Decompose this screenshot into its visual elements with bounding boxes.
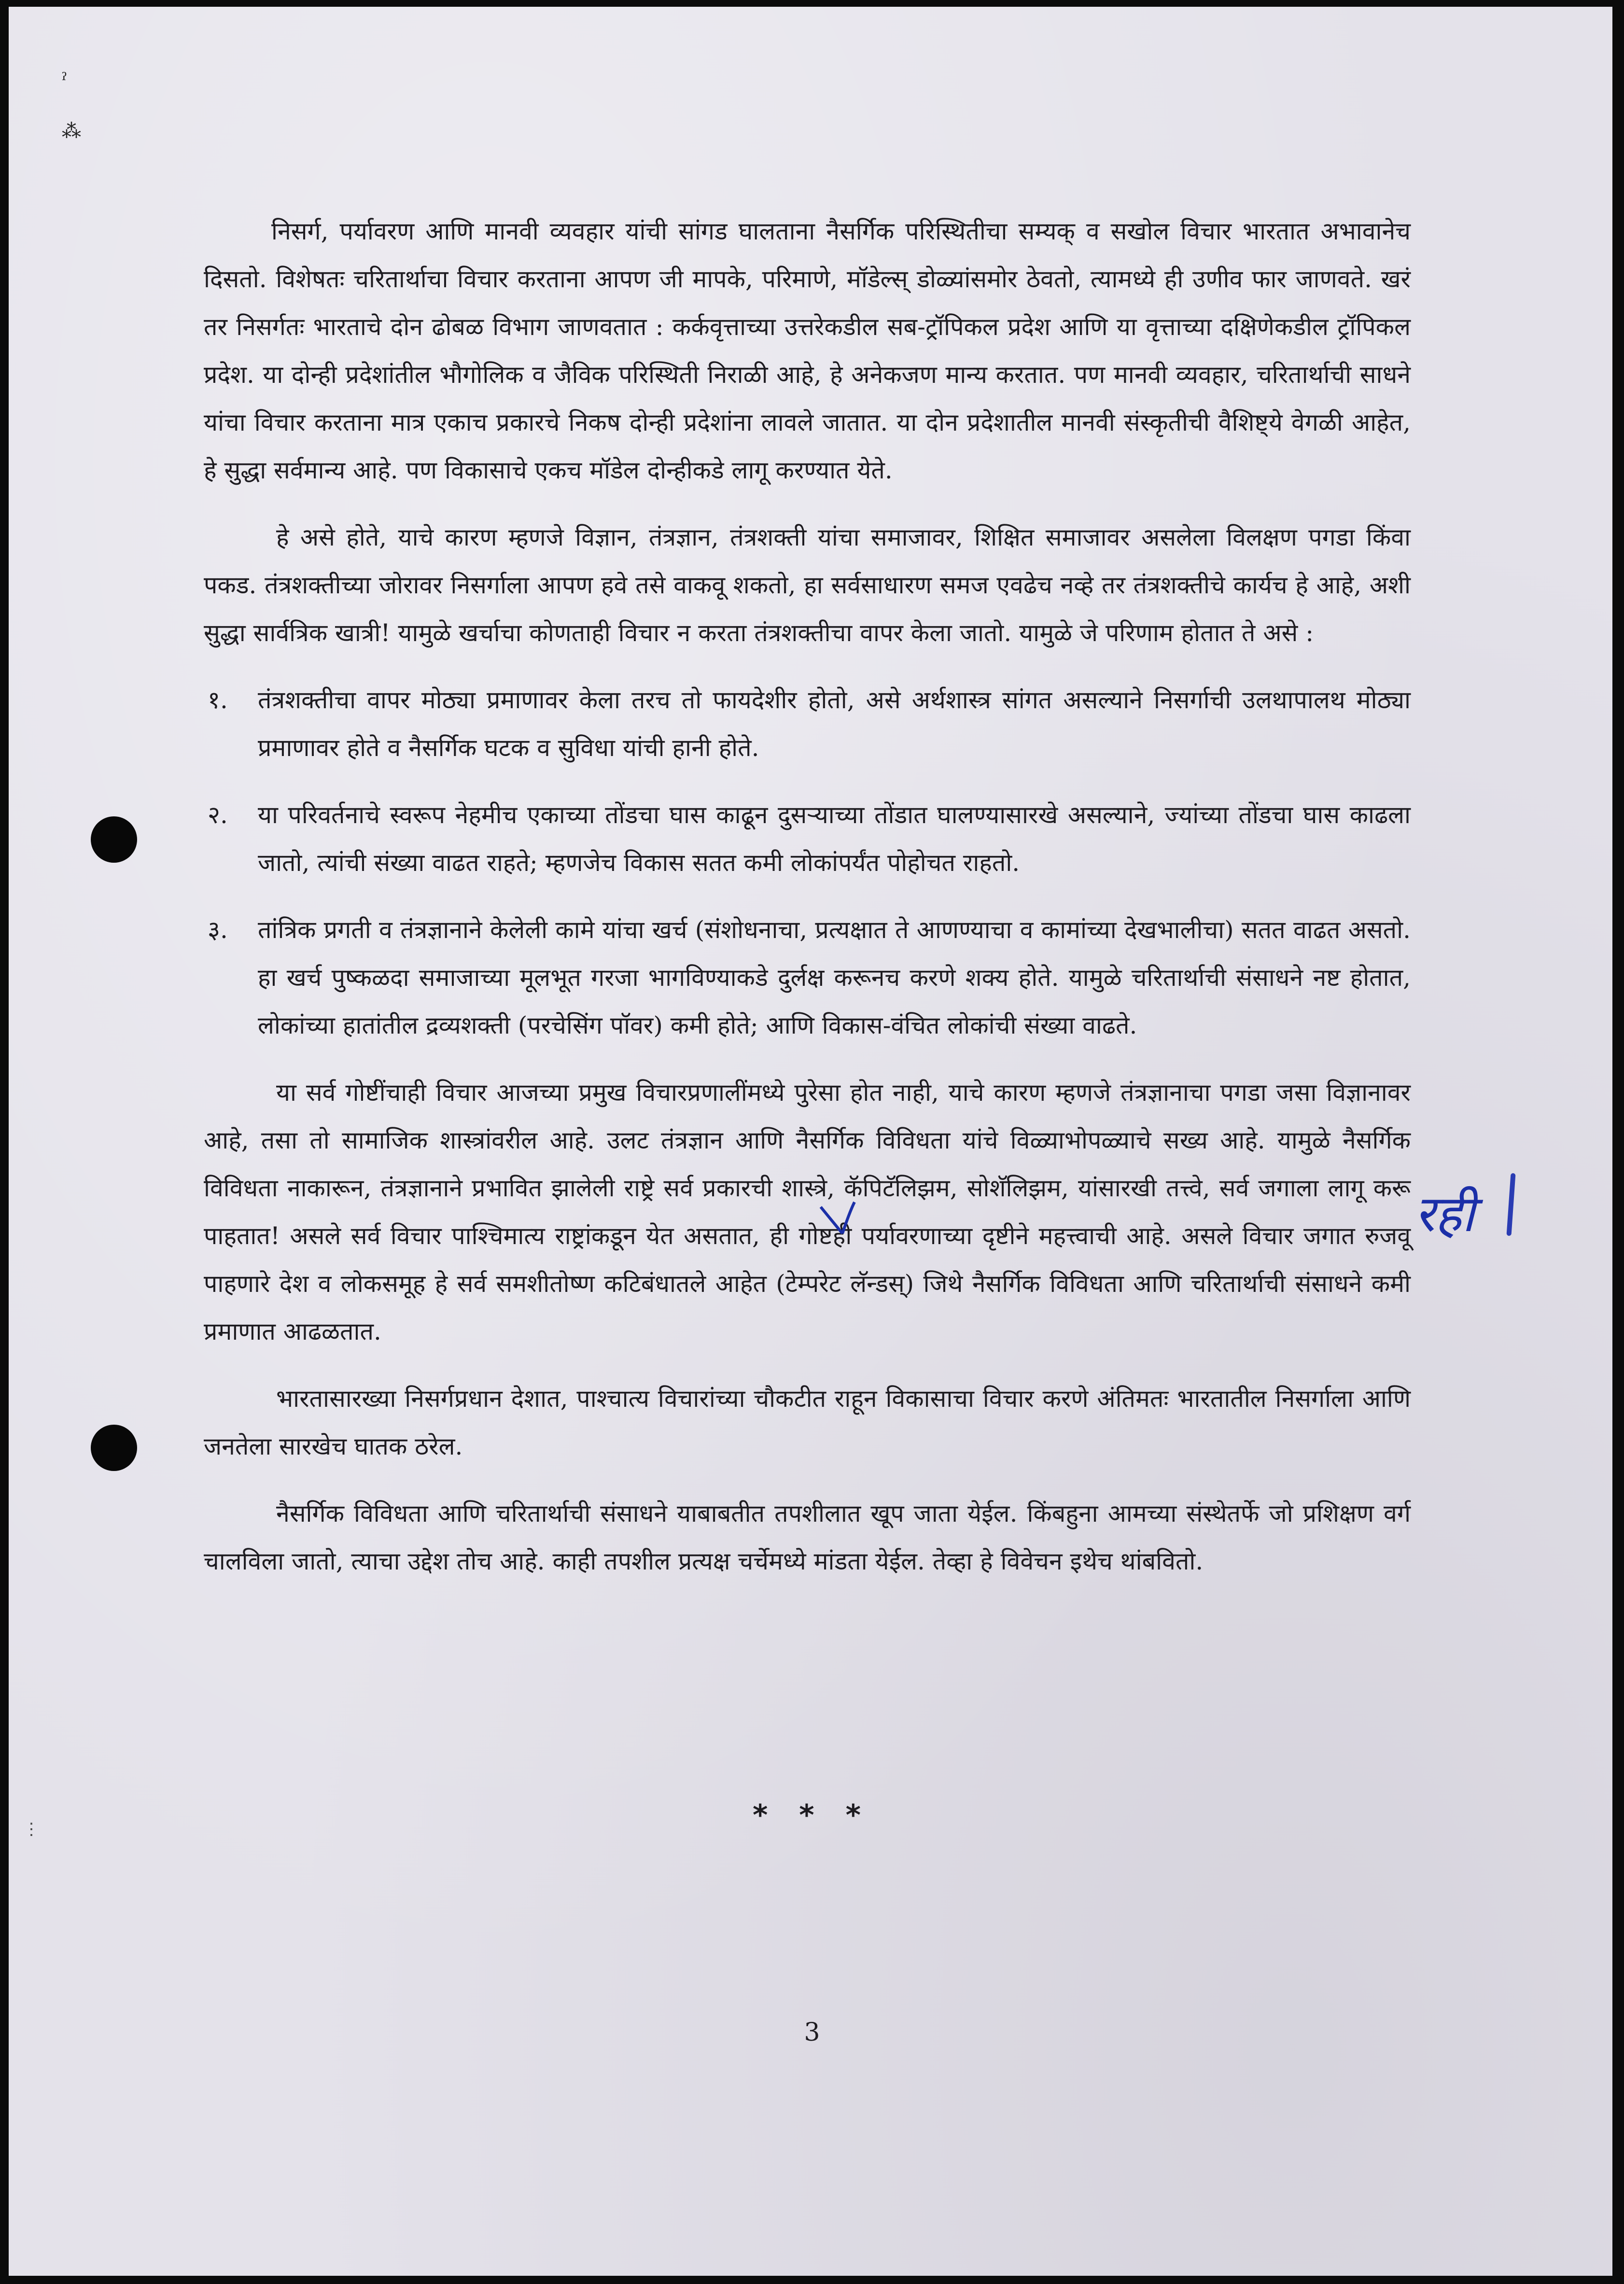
list-text: तंत्रशक्तीचा वापर मोठ्या प्रमाणावर केला तरच तो फायदेशीर होतो, असे अर्थशास्त्र सांगत असल्याने निसर्गाची उलथापालथ मोठ्या प्रमाणावर होते व नैसर्गिक घटक व सुविधा यांची हानी होते. xyxy=(258,686,1411,762)
document-body xyxy=(204,208,1411,1585)
list-item xyxy=(204,791,1411,887)
paragraph: निसर्ग, पर्यावरण आणि मानवी व्यवहार यांची सांगड घालताना नैसर्गिक परिस्थितीचा सम्यक् व सखोल विचार भारतात अभावानेच दिसतो. विशेषतः चरितार्थाचा विचार करताना आपण जी मापके, परिमाणे, मॉडेल्स् डोळ्यांसमोर ठेवतो, त्यामध्ये ही उणीव फार जाणवते. खरं तर निसर्गतः भारताचे दोन ढोबळ विभाग जाणवतात : कर्कवृत्ताच्या उत्तरेकडील सब-ट्रॉपिकल प्रदेश आणि या वृत्ताच्या दक्षिणेकडील ट्रॉपिकल प्रदेश. या दोन्ही प्रदेशांतील भौगोलिक व जैविक परिस्थिती निराळी आहे, हे अनेकजण मान्य करतात. पण मानवी व्यवहार, चरितार्थाची साधने यांचा विचार करताना मात्र एकाच प्रकारचे निकष दोन्ही प्रदेशांना लावले जातात. या दोन प्रदेशातील मानवी संस्कृतीची वैशिष्ट्ये वेगळी आहेत, हे सुद्धा सर्वमान्य आहे. पण विकासाचे एकच मॉडेल दोन्हीकडे लागू करण्यात येते. xyxy=(204,217,1411,484)
punch-hole xyxy=(91,816,137,863)
list-item xyxy=(204,676,1411,772)
list-text: तांत्रिक प्रगती व तंत्रज्ञानाने केलेली कामे यांचा खर्च (संशोधनाचा, प्रत्यक्षात ते आणण्याचा व कामांच्या देखभालीचा) सतत वाढत असतो. हा खर्च पुष्कळदा समाजाच्या मूलभूत गरजा भागविण्याकडे दुर्लक्ष करूनच करणे शक्य होते. यामुळे चरितार्थाची संसाधने नष्ट होतात, लोकांच्या हातांतील द्रव्यशक्ती (परचेसिंग पॉवर) कमी होते; आणि विकास-वंचित लोकांची संख्या वाढते. xyxy=(258,916,1411,1039)
edge-mark: ⋮ xyxy=(23,1820,40,1839)
paragraph: भारतासारख्या निसर्गप्रधान देशात, पाश्चात्य विचारांच्या चौकटीत राहून विकासाचा विचार करणे अंतिमतः भारतातील निसर्गाला आणि जनतेला सारखेच घातक ठरेल. xyxy=(204,1385,1411,1460)
paragraph: हे असे होते, याचे कारण म्हणजे विज्ञान, तंत्रज्ञान, तंत्रशक्ती यांचा समाजावर, शिक्षित समाजावर असलेला विलक्षण पगडा किंवा पकड. तंत्रशक्तीच्या जोरावर निसर्गाला आपण हवे तसे वाकवू शकतो, हा सर्वसाधारण समज एवढेच नव्हे तर तंत्रशक्तीचे कार्यच हे आहे, अशी सुद्धा सार्वत्रिक खात्री! यामुळे खर्चाचा कोणताही विचार न करता तंत्रशक्तीचा वापर केला जातो. यामुळे जे परिणाम होतात ते असे : xyxy=(204,523,1411,647)
list-text: या परिवर्तनाचे स्वरूप नेहमीच एकाच्या तोंडचा घास काढून दुसऱ्याच्या तोंडात घालण्यासारखे असल्याने, ज्यांच्या तोंडचा घास काढला जातो, त्यांची संख्या वाढत राहते; म्हणजेच विकास सतत कमी लोकांपर्यंत पोहोचत राहतो. xyxy=(258,801,1411,877)
numbered-list xyxy=(204,676,1411,1050)
list-number: १. xyxy=(208,686,228,714)
paragraph: नैसर्गिक विविधता आणि चरितार्थाची संसाधने याबाबतीत तपशीलात खूप जाता येईल. किंबहुना आमच्या संस्थेतर्फे जो प्रशिक्षण वर्ग चालविला जातो, त्याचा उद्देश तोच आहे. काही तपशील प्रत्यक्ष चर्चेमध्ये मांडता येईल. तेव्हा हे विवेचन इथेच थांबवितो. xyxy=(204,1499,1411,1575)
pen-correction-mark xyxy=(816,1197,859,1241)
list-number: ३. xyxy=(208,916,228,944)
page-number: 3 xyxy=(804,2018,820,2047)
paragraph: या सर्व गोष्टींचाही विचार आजच्या प्रमुख विचारप्रणालींमध्ये पुरेसा होत नाही, याचे कारण म्हणजे तंत्रज्ञानाचा पगडा जसा विज्ञानावर आहे, तसा तो सामाजिक शास्त्रांवरील आहे. उलट तंत्रज्ञान आणि नैसर्गिक विविधता यांचे विळ्याभोपळ्याचे सख्य आहे. यामुळे नैसर्गिक विविधता नाकारून, तंत्रज्ञानाने प्रभावित झालेली राष्ट्रे सर्व प्रकारची शास्त्रे, कॅपिटॅलिझम, सोशॅलिझम, यांसारखी तत्त्वे, सर्व जगाला लागू करू पाहतात! असले सर्व विचार पाश्चिमात्य राष्ट्रांकडून येत असतात, ही गोष्टही पर्यावरणाच्या दृष्टीने महत्त्वाची आहे. असले विचार जगात रुजवू पाहणारे देश व लोकसमूह हे सर्व समशीतोष्ण कटिबंधातले आहेत (टेम्परेट लॅन्डस्) जिथे नैसर्गिक विविधता आणि चरितार्थाची संसाधने कमी प्रमाणात आढळतात. xyxy=(204,1079,1411,1345)
section-separator: * * * xyxy=(753,1798,871,1832)
staple-mark: ⁂ xyxy=(62,120,81,142)
list-number: २. xyxy=(208,801,228,829)
punch-hole xyxy=(91,1425,137,1471)
margin-annotation: रही xyxy=(1414,1184,1475,1243)
staple-mark: ˀ xyxy=(62,70,68,92)
list-item xyxy=(204,906,1411,1050)
